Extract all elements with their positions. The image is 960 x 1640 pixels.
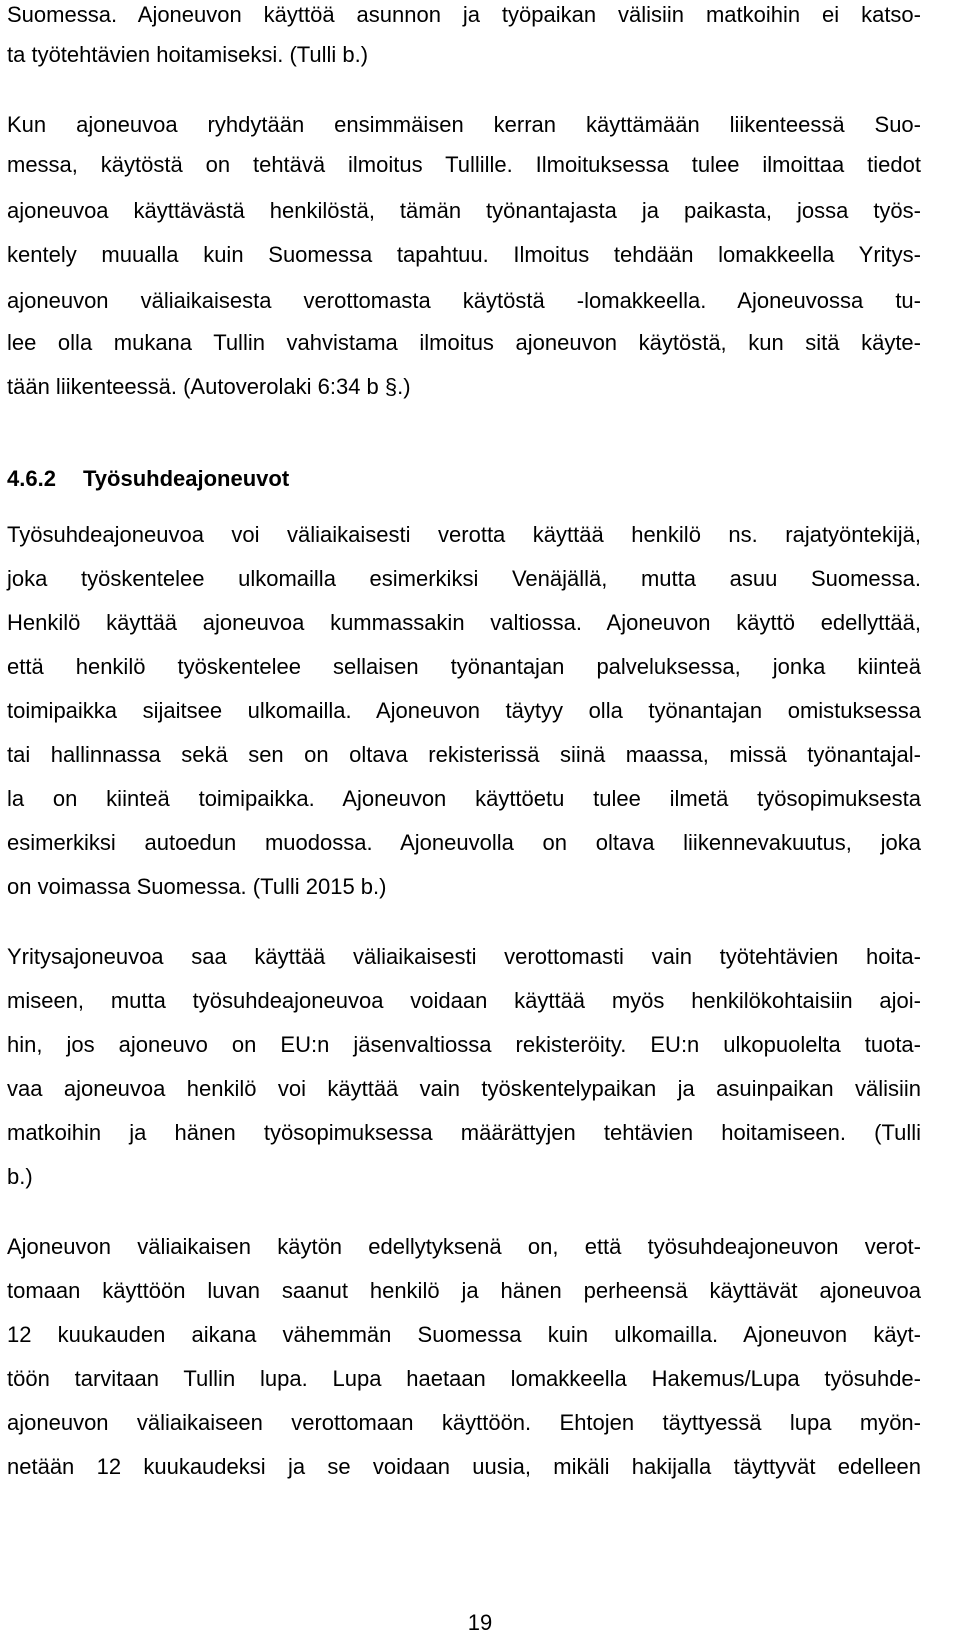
text-line: tomaan käyttöön luvan saanut henkilö ja hänen perheensä käyttävät ajoneuvoa [7, 1278, 921, 1303]
text-line: että henkilö työskentelee sellaisen työnantajan palveluksessa, jonka kiinteä [7, 654, 921, 679]
text-line: netään 12 kuukaudeksi ja se voidaan uusia, mikäli hakijalla täyttyvät edelleen [7, 1454, 921, 1479]
text-line: matkoihin ja hänen työsopimuksessa määrättyjen tehtävien hoitamiseen. (Tulli [7, 1120, 921, 1145]
text-line: Työsuhdeajoneuvoa voi väliaikaisesti verotta käyttää henkilö ns. rajatyöntekijä, [7, 522, 921, 547]
section-number: 4.6.2 [7, 466, 56, 491]
text-line: ajoneuvon väliaikaiseen verottomaan käyttöön. Ehtojen täyttyessä lupa myön- [7, 1410, 921, 1435]
text-line: la on kiinteä toimipaikka. Ajoneuvon käyttöetu tulee ilmetä työsopimuksesta [7, 786, 921, 811]
text-line: ta työtehtävien hoitamiseksi. (Tulli b.) [7, 42, 369, 67]
section-heading [7, 464, 289, 494]
section-title: Työsuhdeajoneuvot [83, 466, 290, 491]
text-line: toimipaikka sijaitsee ulkomailla. Ajoneuvon täytyy olla työnantajan omistuksessa [7, 698, 921, 723]
text-line: lee olla mukana Tullin vahvistama ilmoitus ajoneuvon käytöstä, kun sitä käyte- [7, 330, 921, 355]
text-line: esimerkiksi autoedun muodossa. Ajoneuvolla on oltava liikennevakuutus, joka [7, 830, 921, 855]
text-line: Ajoneuvon väliaikaisen käytön edellytyksenä on, että työsuhdeajoneuvon verot- [7, 1234, 921, 1259]
text-line: messa, käytöstä on tehtävä ilmoitus Tullille. Ilmoituksessa tulee ilmoittaa tiedot [7, 152, 921, 177]
page-number: 19 [467, 1610, 493, 1635]
text-line: Suomessa. Ajoneuvon käyttöä asunnon ja työpaikan välisiin matkoihin ei katso- [7, 2, 921, 27]
text-line: joka työskentelee ulkomailla esimerkiksi Venäjällä, mutta asuu Suomessa. [7, 566, 921, 591]
text-line: tai hallinnassa sekä sen on oltava rekisterissä siinä maassa, missä työnantajal- [7, 742, 921, 767]
text-line: vaa ajoneuvoa henkilö voi käyttää vain työskentelypaikan ja asuinpaikan välisiin [7, 1076, 921, 1101]
text-line: 12 kuukauden aikana vähemmän Suomessa kuin ulkomailla. Ajoneuvon käyt- [7, 1322, 921, 1347]
text-line: tään liikenteessä. (Autoverolaki 6:34 b §.) [7, 374, 411, 399]
text-line: töön tarvitaan Tullin lupa. Lupa haetaan lomakkeella Hakemus/Lupa työsuhde- [7, 1366, 921, 1391]
text-line: ajoneuvon väliaikaisesta verottomasta käytöstä -lomakkeella. Ajoneuvossa tu- [7, 288, 921, 313]
text-line: b.) [7, 1164, 33, 1189]
text-line: hin, jos ajoneuvo on EU:n jäsenvaltiossa rekisteröity. EU:n ulkopuolelta tuota- [7, 1032, 921, 1057]
text-line: kentely muualla kuin Suomessa tapahtuu. Ilmoitus tehdään lomakkeella Yritys- [7, 242, 921, 267]
text-line: ajoneuvoa käyttävästä henkilöstä, tämän työnantajasta ja paikasta, jossa työs- [7, 198, 921, 223]
text-line: miseen, mutta työsuhdeajoneuvoa voidaan käyttää myös henkilökohtaisiin ajoi- [7, 988, 921, 1013]
text-line: Kun ajoneuvoa ryhdytään ensimmäisen kerran käyttämään liikenteessä Suo- [7, 112, 921, 137]
text-line: Henkilö käyttää ajoneuvoa kummassakin valtiossa. Ajoneuvon käyttö edellyttää, [7, 610, 921, 635]
text-line: on voimassa Suomessa. (Tulli 2015 b.) [7, 874, 387, 899]
text-line: Yritysajoneuvoa saa käyttää väliaikaisesti verottomasti vain työtehtävien hoita- [7, 944, 921, 969]
